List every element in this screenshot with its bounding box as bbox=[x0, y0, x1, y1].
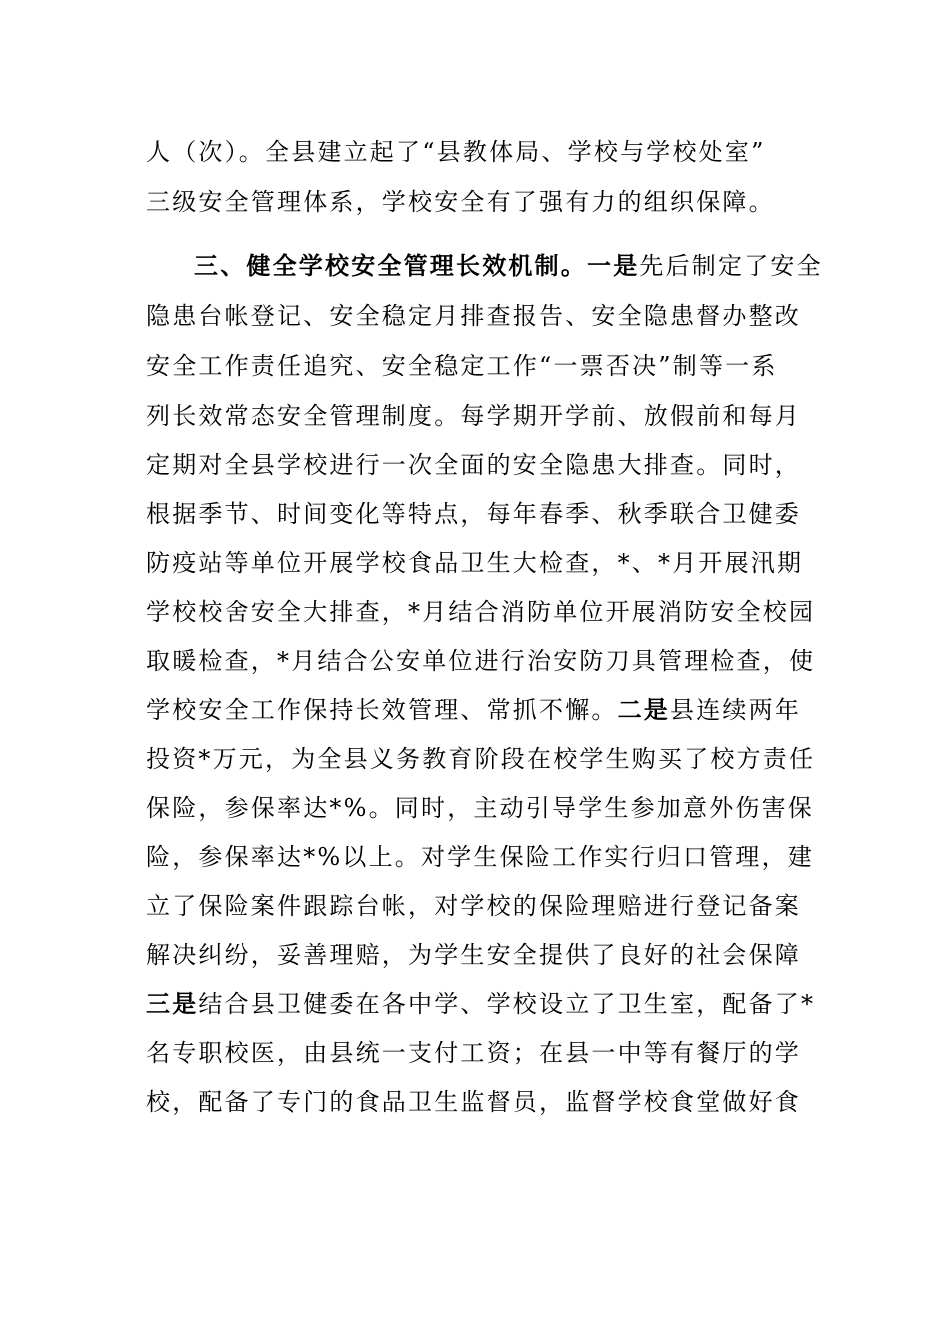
paragraph1-line-2: 三级安全管理体系，学校安全有了强有力的组织保障。 bbox=[146, 188, 775, 216]
paragraph2-line-18: 校，配备了专门的食品卫生监督员，监督学校食堂做好食 bbox=[146, 1088, 801, 1116]
paragraph2-line-1 bbox=[194, 246, 823, 286]
paragraph2-line-8: 学校校舍安全大排查，*月结合消防单位开展消防安全校园 bbox=[146, 598, 816, 626]
paragraph2-line-17: 名专职校医，由县统一支付工资；在县一中等有餐厅的学 bbox=[146, 1039, 801, 1067]
point-marker-1: 一是 bbox=[587, 252, 640, 280]
paragraph2-line-5: 定期对全县学校进行一次全面的安全隐患大排查。同时， bbox=[146, 451, 801, 479]
paragraph2-line-16 bbox=[146, 984, 816, 1024]
paragraph2-line-6: 根据季节、时间变化等特点，每年春季、秋季联合卫健委 bbox=[146, 500, 801, 528]
text-span: 结合县卫健委在各中学、学校设立了卫生室，配备了* bbox=[198, 990, 816, 1018]
paragraph2-line-3: 安全工作责任追究、安全稳定工作“一票否决”制等一系 bbox=[146, 352, 778, 380]
text-span: 县连续两年 bbox=[670, 696, 802, 724]
paragraph2-line-15: 解决纠纷，妥善理赔，为学生安全提供了良好的社会保障 bbox=[146, 941, 801, 969]
paragraph2-line-7: 防疫站等单位开展学校食品卫生大检查，*、*月开展汛期 bbox=[146, 549, 804, 577]
point-marker-2: 二是 bbox=[617, 696, 671, 724]
paragraph2-line-12: 保险，参保率达*%。同时，主动引导学生参加意外伤害保 bbox=[146, 794, 815, 822]
paragraph2-line-13: 险，参保率达*%以上。对学生保险工作实行归口管理，建 bbox=[146, 843, 815, 871]
paragraph2-line-9: 取暖检查，*月结合公安单位进行治安防刀具管理检查，使 bbox=[146, 647, 816, 675]
paragraph2-line-14: 立了保险案件跟踪台帐，对学校的保险理赔进行登记备案 bbox=[146, 892, 801, 920]
paragraph2-line-11: 投资*万元，为全县义务教育阶段在校学生购买了校方责任 bbox=[146, 745, 816, 773]
text-span: 学校安全工作保持长效管理、常抓不懈。 bbox=[146, 696, 618, 724]
point-marker-3: 三是 bbox=[146, 990, 199, 1018]
paragraph2-line-2: 隐患台帐登记、安全稳定月排查报告、安全隐患督办整改 bbox=[146, 302, 801, 330]
text-span: 先后制定了安全 bbox=[639, 252, 823, 280]
paragraph1-line-1: 人（次）。全县建立起了“县教体局、学校与学校处室” bbox=[146, 138, 766, 166]
section-heading: 三、健全学校安全管理长效机制。 bbox=[194, 252, 587, 280]
paragraph2-line-10 bbox=[146, 690, 806, 730]
paragraph2-line-4: 列长效常态安全管理制度。每学期开学前、放假前和每月 bbox=[146, 402, 801, 430]
